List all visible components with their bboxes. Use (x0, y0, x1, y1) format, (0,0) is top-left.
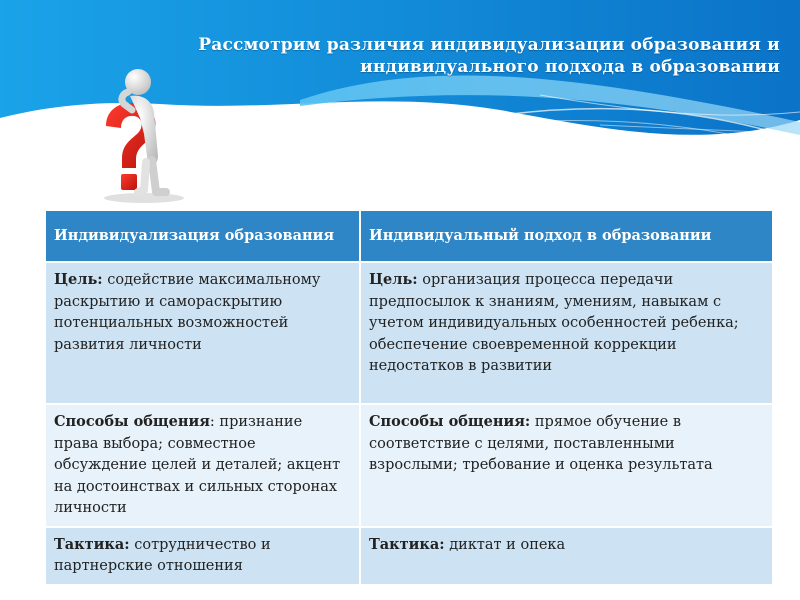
cell-text: сотрудничество и партнерские отношения (54, 536, 271, 574)
cell-goal-right (360, 262, 773, 404)
cell-tactics-right (360, 527, 773, 584)
cell-label: Способы общения (54, 413, 210, 430)
header-individualization: Индивидуализация образования (46, 211, 360, 262)
cell-label: Тактика: (369, 535, 445, 553)
cell-text: : признание права выбора; совместное обсуждение целей и деталей; акцент на достоинствах и сильных сторонах личности (54, 414, 341, 516)
cell-label: Цель: (54, 271, 103, 288)
cell-label: Цель: (369, 271, 418, 288)
cell-text: организация процесса передачи предпосылок к знаниям, умениям, навыкам с учетом индивидуальных особенностей ребенка; обеспечение своевременной коррекции недостатков в развитии (369, 272, 739, 374)
cell-communication-right (360, 404, 773, 527)
table-header-row (46, 211, 773, 262)
table-row-tactics (46, 527, 773, 584)
cell-text: содействие максимальному раскрытию и самораскрытию потенциальных возможностей развития личности (54, 272, 321, 353)
table-row-goal (46, 262, 773, 404)
cell-goal-left (46, 262, 360, 404)
cell-label: Тактика: (54, 535, 130, 553)
cell-label: Способы общения: (369, 413, 531, 430)
table-row-communication (46, 404, 773, 527)
slide-title: Рассмотрим различия индивидуализации образования и индивидуального подхода в образовании (198, 35, 780, 77)
thinking-person-question-mark-icon (92, 64, 190, 204)
cell-text: диктат и опека (444, 536, 566, 553)
header-individual-approach: Индивидуальный подход в образовании (360, 211, 773, 262)
cell-communication-left (46, 404, 360, 527)
cell-text: прямое обучение в соответствие с целями, поставленными взрослыми; требование и оценка результата (369, 414, 713, 473)
cell-tactics-left (46, 527, 360, 584)
comparison-table (46, 211, 774, 584)
